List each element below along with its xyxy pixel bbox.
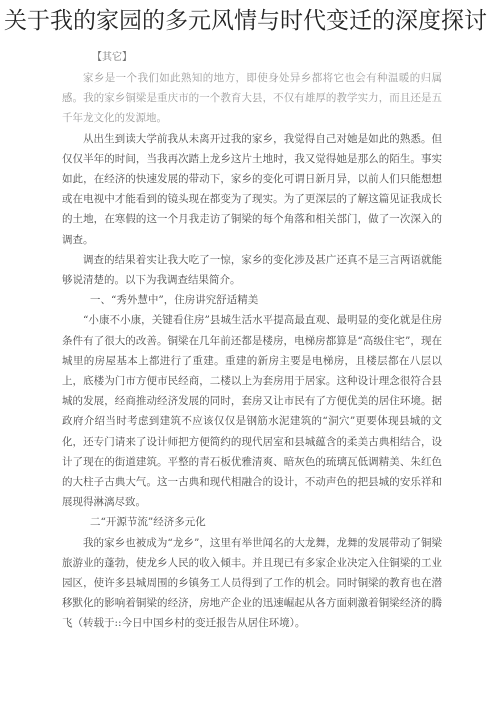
document-body: [62, 48, 442, 634]
document-tag: 【其它】: [92, 52, 132, 63]
paragraph-background: 从出生到读大学前我从未离开过我的家乡，我觉得自己对她是如此的熟悉。但仅仅半年的时间，当我再次踏上龙乡这片土地时，我又觉得她是那么的陌生。事实如此，在经济的快速发展的带动下，家乡的变化可谓日新月异，以前人们只能想想或在电视中才能看到的镜头现在都变为了现实。为了更深层的了解这篇见证我成长的土地，在寒假的这一个月我走访了铜梁的每个角落和相关部门，做了一次深入的调查。: [62, 132, 442, 246]
paragraph-intro: 家乡是一个我们如此熟知的地方，即使身处异乡都将它也会有种温暖的归属感。我的家乡铜梁是重庆市的一个教育大县，不仅有雄厚的教学实力，而且还是五千年龙文化的发源地。: [62, 72, 442, 125]
section-heading-housing: 一、“秀外慧中”，住房讲究舒适精美: [90, 294, 259, 307]
section-heading-economy: 二“开源节流”经济多元化: [90, 516, 206, 529]
paragraph-economy: 我的家乡也被成为“龙乡”，这里有举世闻名的大龙舞，龙舞的发展带动了铜梁旅游业的蓬勃，使龙乡人民的收入倾丰。并且现已有多家企业决定入住铜梁的工业园区，使许多县城周围的乡镇务工人员得到了工作的机会。同时铜梁的教育也在潜移默化的影响着铜梁的经济，房地产企业的迅速崛起从各方面刺激着铜梁经济的腾飞（转载于::今日中国乡村的变迁报告从居住环境）。: [62, 536, 442, 630]
paragraph-summary: 调查的结果着实让我大吃了一惊，家乡的变化涉及甚广还真不是三言两语就能够说清楚的。以下为我调查结果简介。: [62, 253, 442, 287]
scanned-document: [56, 48, 446, 707]
paragraph-housing: “小康不小康，关键看住房”县城生活水平提高最直观、最明显的变化就是住房条件有了很大的改善。铜梁在几年前还都是楼房，电梯房都算是“高级住宅”，现在城里的房屋基本上都进行了重建。重建的新房主要是电梯房，且楼层都在八层以上，底楼为门市方便市民经商，二楼以上为套房用于居家。这种设计理念很符合县城的发展，经商推动经济发展的同时，套房又让市民有了方便优美的居住环境。据政府介绍当时考虑到建筑不应该仅仅是钢筋水泥建筑的“洞穴”更要体现县城的文化，还专门请来了设计师把方便简约的现代居室和县城蕴含的柔美古典相结合，设计了现在的街道建筑。平整的青石板优雅清爽、暗灰色的琉璃瓦低调精美、朱红色的大柱子古典大气。这一古典和现代相融合的设计，不动声色的把县城的安乐祥和展现得淋漓尽致。: [62, 314, 442, 509]
page-title: 关于我的家园的多元风情与时代变迁的深度探讨: [4, 8, 487, 34]
